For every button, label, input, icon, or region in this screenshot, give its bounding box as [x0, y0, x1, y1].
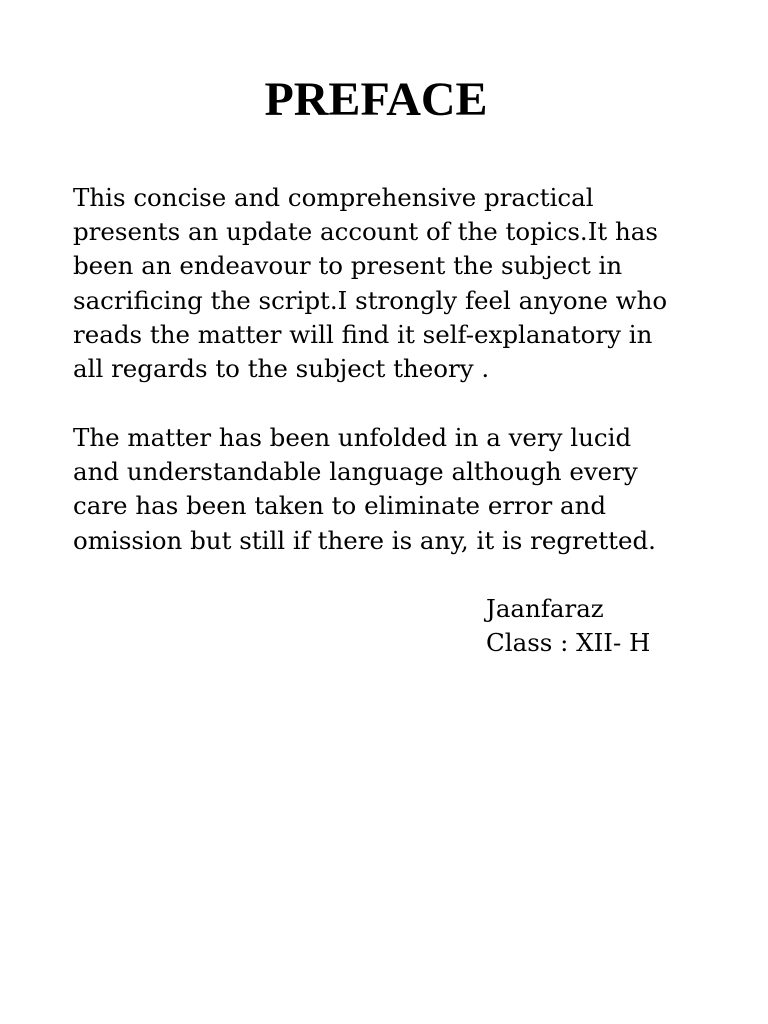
paragraph-line: omission but still if there is any, it is regretted. — [73, 525, 656, 555]
paragraph-line: and understandable language although every — [73, 457, 638, 487]
paragraph-line: been an endeavour to present the subject in — [73, 251, 623, 281]
author-class: Class : XII- H — [486, 628, 651, 657]
author-name: Jaanfaraz — [486, 594, 604, 623]
paragraph-line: This concise and comprehensive practical — [73, 183, 594, 212]
paragraph-line: all regards to the subject theory . — [73, 354, 490, 384]
paragraph-line: reads the matter will find it self-explanatory in — [73, 319, 653, 349]
paragraph-2 — [73, 421, 733, 558]
paragraph-line: care has been taken to eliminate error and — [73, 491, 607, 521]
paragraph-line: presents an update account of the topics.It has — [73, 217, 658, 247]
signature-block — [486, 592, 650, 660]
page-title: PREFACE — [264, 73, 488, 126]
paragraph-1 — [73, 181, 733, 386]
paragraph-line: sacrificing the script.I strongly feel anyone who — [73, 285, 668, 315]
paragraph-line: The matter has been unfolded in a very lucid — [73, 423, 632, 452]
